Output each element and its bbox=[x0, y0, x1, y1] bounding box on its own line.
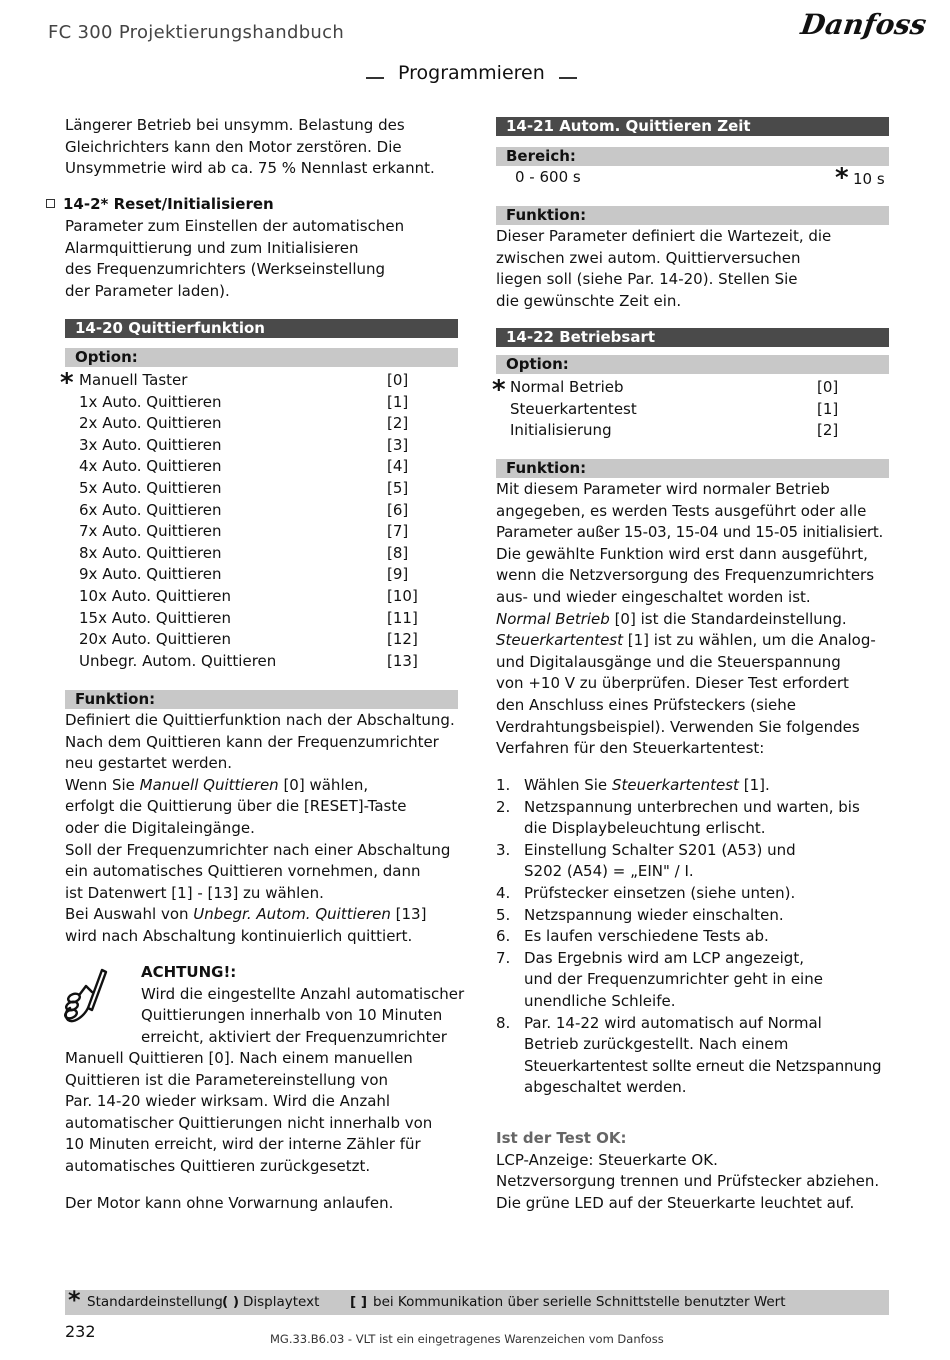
text-span: Wenn Sie bbox=[65, 775, 140, 794]
option-value: [1] bbox=[387, 392, 409, 411]
text-line: und der Frequenzumrichter geht in eine bbox=[524, 970, 823, 989]
group-heading bbox=[46, 194, 466, 216]
option-label: 15x Auto. Quittieren bbox=[79, 608, 232, 627]
step-number: 6. bbox=[496, 927, 511, 946]
text-line: Nach dem Quittieren kann der Frequenzumrichter bbox=[65, 732, 439, 751]
text-line: Verdrahtungsbeispiel). Verwenden Sie folgendes bbox=[496, 717, 860, 736]
option-label: 7x Auto. Quittieren bbox=[79, 522, 222, 541]
step-number: 2. bbox=[496, 797, 511, 816]
option-value: [2] bbox=[387, 414, 409, 433]
intro-paragraph bbox=[65, 115, 460, 180]
text-line bbox=[496, 609, 896, 631]
option-value: [13] bbox=[387, 651, 418, 670]
note-line: automatischer Quittierungen nicht innerhalb von bbox=[65, 1113, 433, 1132]
text-line: Verfahren für den Steuerkartentest: bbox=[496, 739, 765, 758]
option-value: [3] bbox=[387, 435, 409, 454]
option-value: [6] bbox=[387, 500, 409, 519]
group-desc-line: Parameter zum Einstellen der automatischen bbox=[65, 217, 405, 235]
checkbox-square-icon bbox=[46, 199, 55, 208]
list-item bbox=[79, 564, 459, 586]
default-star-icon: * bbox=[68, 1286, 81, 1314]
function-header: Funktion: bbox=[496, 459, 889, 478]
step-number: 1. bbox=[496, 776, 511, 794]
default-star-icon: * bbox=[60, 368, 74, 398]
text-line: zwischen zwei autom. Quittierversuchen bbox=[496, 248, 801, 267]
option-value: [1] bbox=[817, 399, 839, 418]
default-star-icon: * bbox=[492, 375, 506, 405]
function-text-14-21 bbox=[496, 226, 890, 312]
text-line bbox=[496, 630, 896, 652]
group-desc-line: Alarmquittierung und zum Initialisieren bbox=[65, 238, 359, 257]
italic-term: Steuerkartentest bbox=[611, 776, 739, 794]
legend-paren: ( ) bbox=[222, 1294, 240, 1310]
text-span: [0] wählen, bbox=[278, 775, 369, 794]
test-ok-section bbox=[496, 1128, 890, 1214]
test-steps-list bbox=[496, 775, 896, 1105]
list-item bbox=[79, 608, 459, 630]
italic-term: Manuell Quittieren bbox=[139, 775, 279, 794]
range-header: Bereich: bbox=[496, 147, 889, 166]
option-label: 1x Auto. Quittieren bbox=[79, 392, 222, 411]
list-item bbox=[79, 651, 459, 673]
list-item bbox=[79, 586, 459, 608]
text-line: Parameter außer 15-03, 15-04 und 15-05 initialisiert. bbox=[496, 523, 884, 542]
attention-note bbox=[141, 962, 471, 1048]
option-label: 4x Auto. Quittieren bbox=[79, 457, 222, 476]
legend-bar bbox=[65, 1286, 889, 1315]
param-14-20-header: 14-20 Quittierfunktion bbox=[65, 319, 458, 338]
test-ok-title: Ist der Test OK: bbox=[496, 1129, 627, 1147]
step-text bbox=[524, 883, 894, 905]
text-line: die gewünschte Zeit ein. bbox=[496, 291, 682, 310]
text-line: Soll der Frequenzumrichter nach einer Abschaltung bbox=[65, 840, 451, 859]
italic-term: Unbegr. Autom. Quittieren bbox=[193, 905, 391, 924]
page-number: 232 bbox=[65, 1322, 96, 1341]
option-value: [10] bbox=[387, 587, 418, 605]
motor-warning: Der Motor kann ohne Vorwarnung anlaufen. bbox=[65, 1194, 394, 1212]
option-value: [12] bbox=[387, 630, 418, 649]
option-label: 6x Auto. Quittieren bbox=[79, 500, 222, 519]
legend-display: Displaytext bbox=[243, 1294, 320, 1310]
intro-line: Längerer Betrieb bei unsymm. Belastung des bbox=[65, 116, 405, 134]
text-line: wird nach Abschaltung kontinuierlich quittiert. bbox=[65, 926, 413, 945]
text-line bbox=[65, 904, 460, 926]
option-list-14-20 bbox=[60, 368, 460, 678]
text-line: und Digitalausgänge und die Steuerspannung bbox=[496, 652, 841, 671]
pointing-hand-icon bbox=[62, 966, 112, 1030]
option-value: [8] bbox=[387, 543, 409, 562]
step-number: 5. bbox=[496, 905, 511, 924]
option-value: [9] bbox=[387, 565, 409, 584]
step-text bbox=[524, 1013, 894, 1099]
text-line: die Displaybeleuchtung erlischt. bbox=[524, 819, 766, 838]
step-text bbox=[524, 926, 894, 948]
text-line: Prüfstecker einsetzen (siehe unten). bbox=[524, 884, 796, 902]
note-line: erreicht, aktiviert der Frequenzumrichter bbox=[141, 1027, 447, 1046]
note-line: Quittierungen innerhalb von 10 Minuten bbox=[141, 1006, 443, 1025]
note-line: Manuell Quittieren [0]. Nach einem manuellen bbox=[65, 1049, 413, 1067]
note-line: automatisches Quittieren zurückgesetzt. bbox=[65, 1156, 371, 1175]
param-14-22-header: 14-22 Betriebsart bbox=[496, 328, 889, 347]
step-text bbox=[524, 840, 894, 883]
text-line: Netzspannung unterbrechen und warten, bis bbox=[524, 797, 860, 816]
option-label: 8x Auto. Quittieren bbox=[79, 543, 222, 562]
legend-default: Standardeinstellung bbox=[87, 1294, 223, 1310]
text-line: erfolgt die Quittierung über die [RESET]-Taste bbox=[65, 797, 407, 816]
option-value: [11] bbox=[387, 608, 418, 627]
intro-line: Unsymmetrie wird ab ca. 75 % Nennlast erkannt. bbox=[65, 159, 435, 178]
list-item bbox=[79, 413, 459, 435]
text-line: Die gewählte Funktion wird erst dann ausgeführt, bbox=[496, 544, 868, 563]
range-value: 0 - 600 s bbox=[515, 168, 581, 186]
text-line: von +10 V zu überprüfen. Dieser Test erfordert bbox=[496, 674, 849, 693]
list-item bbox=[79, 543, 459, 565]
option-label: Unbegr. Autom. Quittieren bbox=[79, 651, 277, 670]
text-line: abgeschaltet werden. bbox=[524, 1078, 687, 1097]
text-line: Netzversorgung trennen und Prüfstecker abziehen. bbox=[496, 1172, 880, 1191]
step-number: 8. bbox=[496, 1013, 511, 1032]
option-value: [0] bbox=[387, 371, 409, 389]
text-line: neu gestartet werden. bbox=[65, 754, 232, 773]
note-title: ACHTUNG!: bbox=[141, 963, 237, 981]
section-bar-right bbox=[559, 77, 577, 79]
option-label: Steuerkartentest bbox=[510, 399, 637, 418]
text-span: Wählen Sie bbox=[524, 776, 612, 794]
option-value: [4] bbox=[387, 457, 409, 476]
step-number: 4. bbox=[496, 884, 511, 902]
attention-note-continued bbox=[65, 1048, 460, 1178]
option-label: 9x Auto. Quittieren bbox=[79, 565, 222, 584]
group-desc-line: der Parameter laden). bbox=[65, 281, 230, 300]
text-line: ein automatisches Quittieren vornehmen, dann bbox=[65, 862, 421, 881]
text-line: Par. 14-22 wird automatisch auf Normal bbox=[524, 1013, 822, 1032]
range-default: 10 s bbox=[853, 170, 885, 188]
option-label: 20x Auto. Quittieren bbox=[79, 630, 232, 649]
text-line: Einstellung Schalter S201 (A53) und bbox=[524, 840, 796, 859]
section-bar-left bbox=[366, 77, 384, 79]
text-span: Bei Auswahl von bbox=[65, 905, 194, 924]
text-line: Die grüne LED auf der Steuerkarte leuchtet auf. bbox=[496, 1193, 855, 1212]
option-label: 10x Auto. Quittieren bbox=[79, 587, 232, 605]
italic-term: Normal Betrieb bbox=[496, 609, 610, 628]
step-text bbox=[524, 905, 894, 927]
text-line bbox=[65, 775, 460, 797]
list-item bbox=[510, 420, 890, 442]
text-line: wenn die Netzversorgung des Frequenzumrichters bbox=[496, 566, 875, 585]
text-line: Es laufen verschiedene Tests ab. bbox=[524, 927, 769, 946]
text-line: Betrieb zurückgestellt. Nach einem bbox=[524, 1035, 789, 1054]
function-header: Funktion: bbox=[496, 206, 889, 225]
section-heading bbox=[366, 62, 577, 84]
text-line: den Anschluss eines Prüfsteckers (siehe bbox=[496, 695, 796, 714]
note-line: Wird die eingestellte Anzahl automatischer bbox=[141, 984, 465, 1003]
intro-line: Gleichrichters kann den Motor zerstören. Die bbox=[65, 137, 402, 156]
text-line: Steuerkartentest sollte erneut die Netzspannung bbox=[524, 1056, 882, 1075]
svg-text:Danfoss: Danfoss bbox=[798, 8, 929, 41]
option-label: Manuell Taster bbox=[79, 371, 188, 389]
function-header: Funktion: bbox=[65, 690, 458, 709]
text-span: [1] ist zu wählen, um die Analog- bbox=[623, 631, 876, 650]
list-item bbox=[79, 435, 459, 457]
option-header: Option: bbox=[65, 348, 458, 367]
note-line: 10 Minuten erreicht, wird der interne Zähler für bbox=[65, 1135, 421, 1154]
option-value: [0] bbox=[817, 378, 839, 396]
footer-note: MG.33.B6.03 - VLT ist ein eingetragenes Warenzeichen vom Danfoss bbox=[270, 1332, 664, 1346]
legend-bracket: [ ] bbox=[350, 1294, 368, 1310]
text-line: angegeben, es werden Tests ausgeführt oder alle bbox=[496, 501, 867, 520]
list-item bbox=[79, 370, 459, 392]
text-span: [0] ist die Standardeinstellung. bbox=[609, 609, 847, 628]
text-line: Das Ergebnis wird am LCP angezeigt, bbox=[524, 948, 804, 967]
option-list-14-22 bbox=[492, 376, 892, 446]
list-item bbox=[79, 478, 459, 500]
step-number: 7. bbox=[496, 948, 511, 967]
text-line: Dieser Parameter definiert die Wartezeit, die bbox=[496, 227, 832, 245]
group-desc-line: des Frequenzumrichters (Werkseinstellung bbox=[65, 260, 386, 279]
option-label: Normal Betrieb bbox=[510, 378, 624, 396]
step-text bbox=[524, 797, 894, 840]
legend-serial: bei Kommunikation über serielle Schnittstelle benutzter Wert bbox=[373, 1294, 786, 1310]
option-label: Initialisierung bbox=[510, 421, 612, 440]
text-line: unendliche Schleife. bbox=[524, 991, 676, 1010]
danfoss-logo bbox=[798, 4, 929, 46]
list-item bbox=[79, 629, 459, 651]
option-value: [7] bbox=[387, 522, 409, 541]
list-item bbox=[79, 392, 459, 414]
text-line: oder die Digitaleingänge. bbox=[65, 818, 255, 837]
step-text bbox=[524, 948, 894, 1013]
option-value: [5] bbox=[387, 479, 409, 497]
list-item bbox=[79, 521, 459, 543]
note-line: Par. 14-20 wieder wirksam. Wird die Anzahl bbox=[65, 1092, 391, 1111]
text-line: aus- und wieder eingeschaltet worden ist. bbox=[496, 587, 811, 606]
text-line: Definiert die Quittierfunktion nach der Abschaltung. bbox=[65, 711, 455, 729]
italic-term: Steuerkartentest bbox=[496, 631, 624, 650]
list-item bbox=[79, 500, 459, 522]
step-text bbox=[524, 775, 894, 797]
note-line: Quittieren ist die Parametereinstellung von bbox=[65, 1070, 389, 1089]
step-number: 3. bbox=[496, 840, 511, 859]
list-item bbox=[79, 456, 459, 478]
text-line: Netzspannung wieder einschalten. bbox=[524, 905, 784, 924]
text-line: Mit diesem Parameter wird normaler Betrieb bbox=[496, 480, 830, 498]
function-text-14-22 bbox=[496, 479, 896, 760]
group-title: 14-2* Reset/Initialisieren bbox=[63, 195, 274, 213]
document-title: FC 300 Projektierungshandbuch bbox=[48, 22, 345, 43]
text-line: ist Datenwert [1] - [13] zu wählen. bbox=[65, 883, 324, 902]
default-star-icon: * bbox=[835, 163, 849, 193]
list-item bbox=[510, 377, 890, 399]
function-text-14-20 bbox=[65, 710, 460, 948]
option-label: 5x Auto. Quittieren bbox=[79, 479, 222, 497]
text-span: [1]. bbox=[738, 776, 770, 794]
text-line: S202 (A54) = „EIN" / I. bbox=[524, 862, 694, 881]
option-header: Option: bbox=[496, 355, 889, 374]
option-label: 2x Auto. Quittieren bbox=[79, 414, 222, 433]
text-line: LCP-Anzeige: Steuerkarte OK. bbox=[496, 1150, 718, 1169]
list-item bbox=[510, 399, 890, 421]
group-description bbox=[65, 216, 460, 302]
param-14-21-header: 14-21 Autom. Quittieren Zeit bbox=[496, 117, 889, 136]
section-title: Programmieren bbox=[398, 62, 545, 84]
option-value: [2] bbox=[817, 421, 839, 440]
option-label: 3x Auto. Quittieren bbox=[79, 435, 222, 454]
text-span: [13] bbox=[390, 905, 427, 924]
text-line: liegen soll (siehe Par. 14-20). Stellen Sie bbox=[496, 270, 798, 289]
